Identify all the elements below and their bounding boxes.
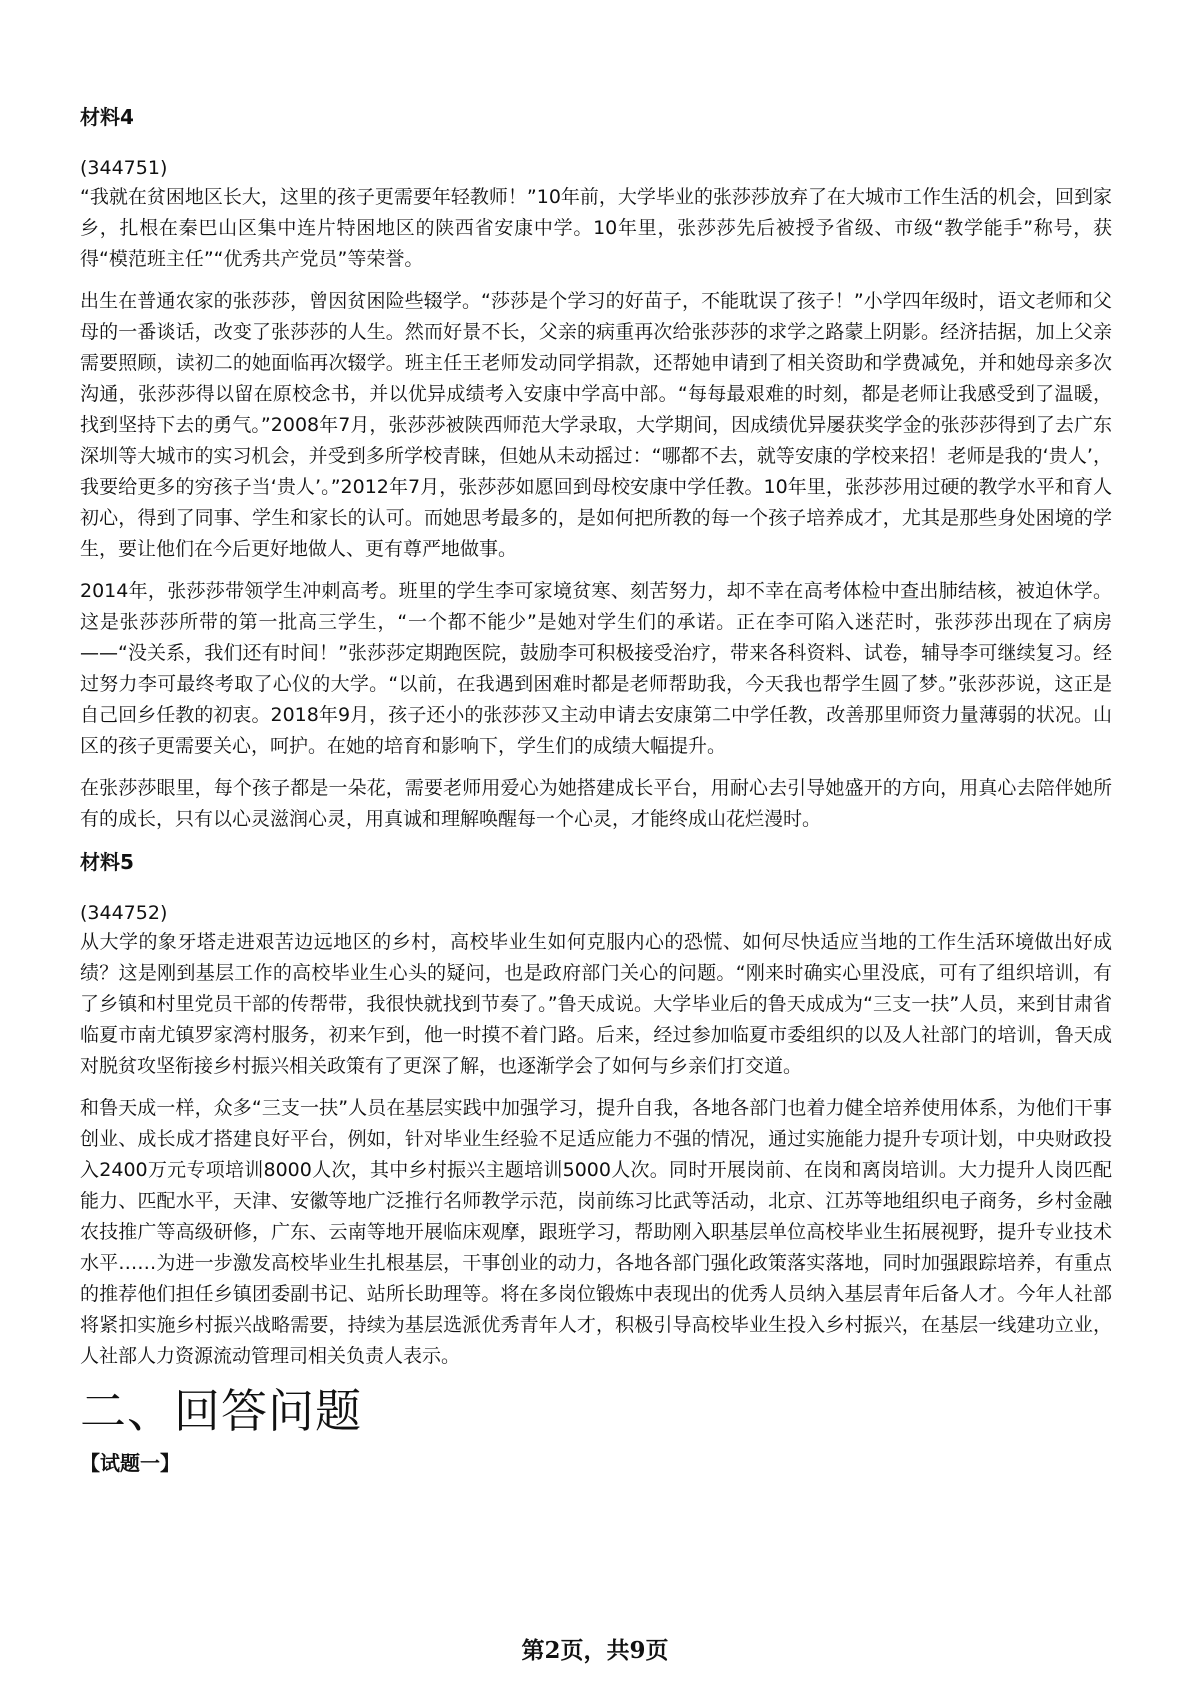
material5-paragraph: 和鲁天成一样，众多“三支一扶”人员在基层实践中加强学习，提升自我，各地各部门也着力健全培养使用体系，为他们干事创业、成长成才搭建良好平台，例如，针对毕业生经验不足适应能力不强的情况，通过实施能力提升专项计划，中央财政投入2400万元专项培训8000人次，其中乡村振兴主题培训5000人次。同时开展岗前、在岗和离岗培训。大力提升人岗匹配能力、匹配水平，天津、安徽等地广泛推行名师教学示范，岗前练习比武等活动，北京、江苏等地组织电子商务，乡村金融农技推广等高级研修，广东、云南等地开展临床观摩，跟班学习，帮助刚入职基层单位高校毕业生拓展视野，提升专业技术水平……为进一步激发高校毕业生扎根基层，干事创业的动力，各地各部门强化政策落实落地，同时加强跟踪培养，有重点的推荐他们担任乡镇团委副书记、站所长助理等。将在多岗位锻炼中表现出的优秀人员纳入基层青年后备人才。今年人社部将紧扣实施乡村振兴战略需要，持续为基层选派优秀青年人才，积极引导高校毕业生投入乡村振兴，在基层一线建功立业，人社部人力资源流动管理司相关负责人表示。	[80, 1097, 1112, 1367]
material5-ref: (344752)	[80, 902, 168, 924]
material4-paragraph: 2014年，张莎莎带领学生冲刺高考。班里的学生李可家境贫寒、刻苦努力，却不幸在高考体检中查出肺结核，被迫休学。这是张莎莎所带的第一批高三学生，“一个都不能少”是她对学生们的承诺。正在李可陷入迷茫时，张莎莎出现在了病房——“没关系，我们还有时间！”张莎莎定期跑医院，鼓励李可积极接受治疗，带来各科资料、试卷，辅导李可继续复习。经过努力李可最终考取了心仪的大学。“以前，在我遇到困难时都是老师帮助我，今天我也帮学生圆了梦。”张莎莎说，这正是自己回乡任教的初衷。2018年9月，孩子还小的张莎莎又主动申请去安康第二中学任教，改善那里师资力量薄弱的状况。山区的孩子更需要关心，呵护。在她的培育和影响下，学生们的成绩大幅提升。	[80, 580, 1112, 757]
page-footer: 第2页，共9页	[521, 1637, 669, 1664]
material5-paragraph: 从大学的象牙塔走进艰苦边远地区的乡村，高校毕业生如何克服内心的恐慌、如何尽快适应当地的工作生活环境做出好成绩？这是刚到基层工作的高校毕业生心头的疑问，也是政府部门关心的问题。“刚来时确实心里没底，可有了组织培训，有了乡镇和村里党员干部的传帮带，我很快就找到节奏了。”鲁天成说。大学毕业后的鲁天成成为“三支一扶”人员，来到甘肃省临夏市南尤镇罗家湾村服务，初来乍到，他一时摸不着门路。后来，经过参加临夏市委组织的以及人社部门的培训，鲁天成对脱贫攻坚衔接乡村振兴相关政策有了更深了解，也逐渐学会了如何与乡亲们打交道。	[80, 931, 1112, 1077]
material4-paragraph: “我就在贫困地区长大，这里的孩子更需要年轻教师！”10年前，大学毕业的张莎莎放弃了在大城市工作生活的机会，回到家乡，扎根在秦巴山区集中连片特困地区的陕西省安康中学。10年里，张莎莎先后被授予省级、市级“教学能手”称号，获得“模范班主任”“优秀共产党员”等荣誉。	[80, 186, 1112, 270]
material5-heading: 材料5	[80, 850, 134, 874]
document-page	[80, 104, 1112, 1477]
material4-heading: 材料4	[80, 105, 134, 129]
material4-paragraph: 在张莎莎眼里，每个孩子都是一朵花，需要老师用爱心为她搭建成长平台，用耐心去引导她盛开的方向，用真心去陪伴她所有的成长，只有以心灵滋润心灵，用真诚和理解唤醒每一个心灵，才能终成山花烂漫时。	[80, 777, 1112, 830]
question-label: 【试题一】	[80, 1451, 180, 1475]
section-title: 二、回答问题	[80, 1384, 362, 1438]
material4-paragraph: 出生在普通农家的张莎莎，曾因贫困险些辍学。“莎莎是个学习的好苗子，不能耽误了孩子！”小学四年级时，语文老师和父母的一番谈话，改变了张莎莎的人生。然而好景不长，父亲的病重再次给张莎莎的求学之路蒙上阴影。经济拮据，加上父亲需要照顾，读初二的她面临再次辍学。班主任王老师发动同学捐款，还帮她申请到了相关资助和学费减免，并和她母亲多次沟通，张莎莎得以留在原校念书，并以优异成绩考入安康中学高中部。“每每最艰难的时刻，都是老师让我感受到了温暖，找到坚持下去的勇气。”2008年7月，张莎莎被陕西师范大学录取，大学期间，因成绩优异屡获奖学金的张莎莎得到了去广东深圳等大城市的实习机会，并受到多所学校青睐，但她从未动摇过：“哪都不去，就等安康的学校来招！老师是我的‘贵人’，我要给更多的穷孩子当‘贵人’。”2012年7月，张莎莎如愿回到母校安康中学任教。10年里，张莎莎用过硬的教学水平和育人初心，得到了同事、学生和家长的认可。而她思考最多的，是如何把所教的每一个孩子培养成才，尤其是那些身处困境的学生，要让他们在今后更好地做人、更有尊严地做事。	[80, 290, 1112, 560]
material4-ref: (344751)	[80, 157, 168, 179]
